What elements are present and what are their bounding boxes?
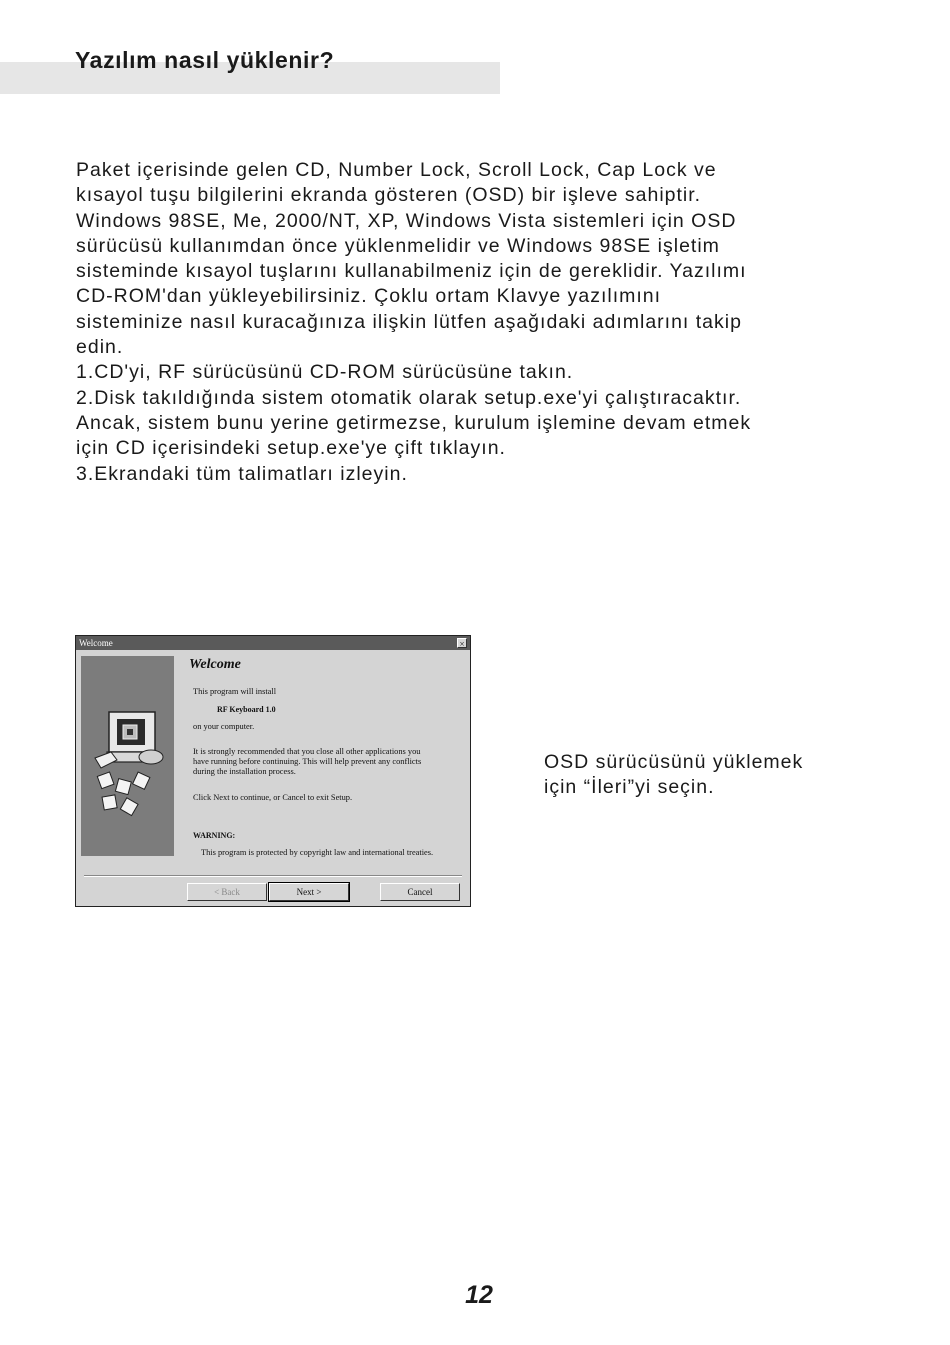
- divider: [84, 875, 462, 877]
- page-number: 12: [465, 1281, 493, 1309]
- recommendation-line: have running before continuing. This will help prevent any conflicts: [193, 757, 422, 766]
- paragraph-line: sürücüsü kullanımdan önce yüklenmelidir ve Windows 98SE işletim: [76, 234, 720, 257]
- install-target: on your computer.: [193, 722, 255, 731]
- install-intro: This program will install: [193, 687, 277, 696]
- paragraph-line: edin.: [76, 336, 124, 359]
- computer-setup-illustration: [81, 656, 174, 856]
- installer-window-title: Welcome: [79, 638, 113, 648]
- paragraph-line: CD-ROM'dan yükleyebilirsiniz. Çoklu ortam Klavye yazılımını: [76, 285, 662, 308]
- recommendation-line: during the installation process.: [193, 767, 296, 776]
- installer-content: [181, 656, 466, 856]
- step-1: 1.CD'yi, RF sürücüsünü CD-ROM sürücüsüne takın.: [76, 361, 574, 384]
- next-button[interactable]: Next >: [269, 883, 349, 901]
- recommendation-line: It is strongly recommended that you close all other applications you: [193, 747, 421, 756]
- side-note-line: OSD sürücüsünü yüklemek: [544, 751, 804, 773]
- step-3: 3.Ekrandaki tüm talimatları izleyin.: [76, 462, 408, 485]
- step-2-continued: Ancak, sistem bunu yerine getirmezse, kurulum işlemine devam etmek: [76, 411, 752, 434]
- paragraph-line: sisteminize nasıl kuracağınıza ilişkin lütfen aşağıdaki adımlarını takip: [76, 310, 742, 333]
- continue-instruction: Click Next to continue, or Cancel to exit Setup.: [193, 793, 353, 802]
- warning-text: This program is protected by copyright law and international treaties.: [201, 848, 434, 857]
- back-button[interactable]: < Back: [187, 883, 267, 901]
- side-note: [544, 750, 864, 801]
- paragraph-line: sisteminde kısayol tuşlarını kullanabilmeniz için de gereklidir. Yazılımı: [76, 260, 747, 283]
- paragraph-line: Paket içerisinde gelen CD, Number Lock, Scroll Lock, Cap Lock ve: [76, 159, 717, 181]
- product-name: RF Keyboard 1.0: [217, 705, 276, 714]
- installer-side-panel: [81, 656, 174, 856]
- cancel-button[interactable]: Cancel: [380, 883, 460, 901]
- paragraph-line: kısayol tuşu bilgilerini ekranda gösteren (OSD) bir işleve sahiptir.: [76, 184, 702, 207]
- warning-label: WARNING:: [193, 831, 236, 840]
- step-2-continued: için CD içerisindeki setup.exe'ye çift tıklayın.: [76, 437, 506, 460]
- step-2: 2.Disk takıldığında sistem otomatik olarak setup.exe'yi çalıştıracaktır.: [76, 386, 742, 409]
- page-title: Yazılım nasıl yüklenir?: [75, 47, 335, 73]
- close-icon[interactable]: ×: [457, 638, 467, 648]
- installer-screenshot: [75, 635, 471, 907]
- installer-heading: Welcome: [189, 657, 241, 672]
- installer-titlebar: [76, 636, 470, 650]
- paragraph-line: Windows 98SE, Me, 2000/NT, XP, Windows Vista sistemleri için OSD: [76, 209, 737, 232]
- instructions-paragraph: [76, 158, 866, 487]
- side-note-line: için “İleri”yi seçin.: [544, 776, 715, 799]
